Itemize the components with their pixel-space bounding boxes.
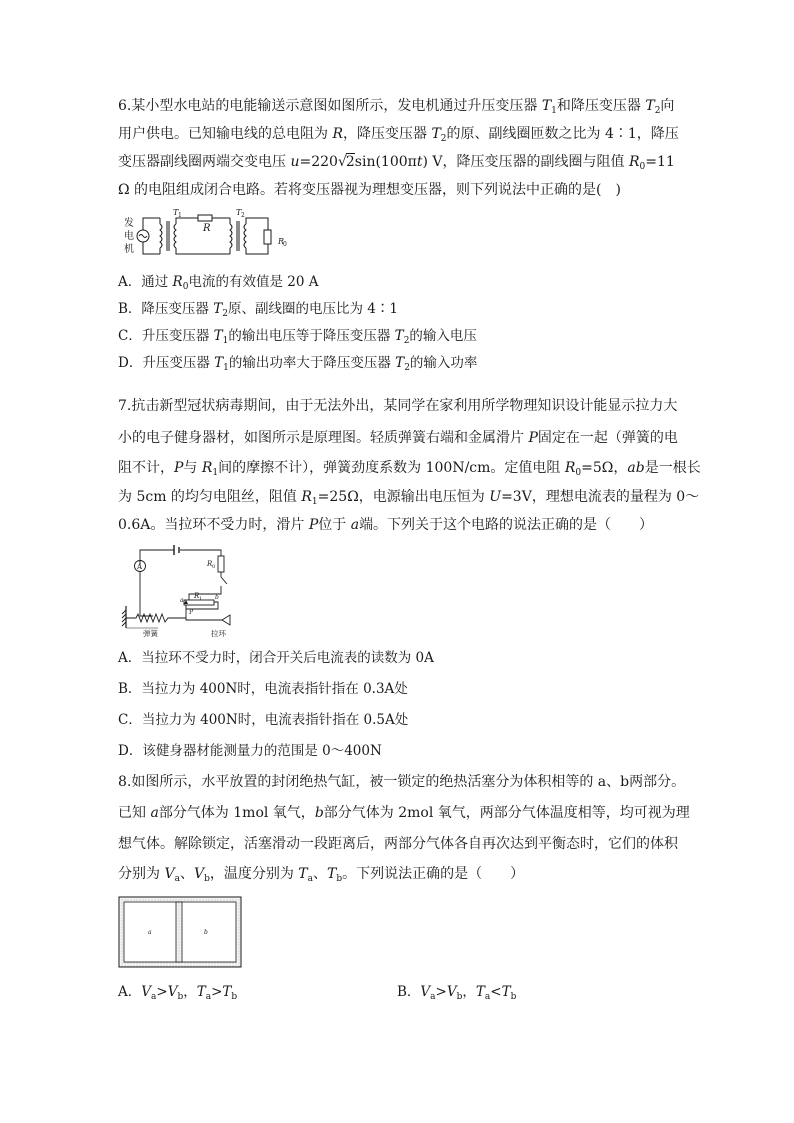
q7-line-5: 0.6A。当拉环不受力时，滑片 P位于 a端。下列关于这个电路的说法正确的是（ ） — [118, 517, 654, 533]
svg-text:b: b — [215, 594, 219, 601]
q7-option-d[interactable]: D．该健身器材能测量力的范围是 0～400N — [118, 743, 382, 759]
q6-line-resistor — [198, 215, 212, 221]
svg-text:1: 1 — [199, 596, 203, 602]
q7-option-c[interactable]: C．当拉力为 400N时，电流表指针指在 0.5A处 — [118, 712, 409, 728]
svg-text:P: P — [189, 609, 194, 616]
q6-r0-label: R — [278, 237, 285, 246]
q7-spring-label: 弹簧 — [143, 629, 158, 638]
q6-r-label: R — [203, 223, 211, 234]
q6-line-2: 用户供电。已知输电线的总电阻为 R，降压变压器 $T_2$的原、副线圈匝数之比为 4∶1，降压 — [118, 126, 679, 144]
q8-line-4: 分别为 $V_a$、$V_b$，温度分别为 $T_a$、$T_b$。下列说法正确的是（ ） — [118, 866, 525, 884]
q6-load-resistor — [264, 230, 271, 244]
q6-generator-label-2: 电 — [124, 231, 134, 242]
svg-text:2: 2 — [241, 212, 245, 219]
q6-t1-primary-coil — [160, 224, 162, 248]
svg-text:a: a — [180, 597, 184, 604]
q6-line-4: Ω 的电阻组成闭合电路。若将变压器视为理想变压器，则下列说法中正确的是( ) — [118, 182, 621, 198]
q6-option-c[interactable]: C．升压变压器 $T_1$的输出电压等于降压变压器 $T_2$的输入电压 — [118, 328, 477, 346]
q7-ammeter-label: A — [137, 563, 143, 571]
q8-line-3: 想气体。解除锁定，活塞滑动一段距离后，两部分气体各自再次达到平衡态时，它们的体积 — [118, 836, 678, 852]
q7-spring — [126, 614, 186, 622]
svg-text:0: 0 — [283, 241, 287, 248]
q6-option-a[interactable]: A．通过 $R_0$电流的有效值是 20 A — [118, 274, 319, 292]
q8-option-a[interactable]: A．$V_a>V_b$，$T_a>T_b$ — [118, 984, 238, 1002]
q7-switch — [221, 572, 227, 584]
q8-line-2: 已知 a部分气体为 1mol 氧气，b部分气体为 2mol 氧气，两部分气体温度相等，均可视为理 — [118, 805, 690, 821]
q6-t1-label: T — [173, 208, 179, 217]
svg-text:0: 0 — [212, 564, 216, 570]
q6-t2-primary-coil — [230, 224, 232, 248]
q7-line-4: 为 5cm 的均匀电阻丝，阻值 $R_1=25\Omega$，电源输出电压恒为 U=3V，理想电流表的量程为 0～ — [118, 489, 700, 507]
q6-generator-label-3: 机 — [124, 244, 134, 255]
q8-line-1: 8.如图所示，水平放置的封闭绝热气缸，被一锁定的绝热活塞分为体积相等的 a、b两部分。 — [118, 774, 686, 790]
q6-option-b[interactable]: B．降压变压器 $T_2$原、副线圈的电压比为 4∶1 — [118, 301, 398, 319]
q8-piston — [176, 902, 182, 962]
q7-option-b[interactable]: B．当拉力为 400N时，电流表指针指在 0.3A处 — [118, 681, 408, 697]
svg-text:R: R — [207, 560, 213, 568]
q7-ring-label: 拉环 — [211, 629, 226, 638]
q7-line-3: 阻不计，P与 $R_1$间的摩擦不计），弹簧劲度系数为 100N/cm。定值电阻 $R_0=5\Omega$，ab是一根长 — [118, 460, 701, 478]
q6-line-3: 变压器副线圈两端交变电压 u=220√2sin(100πt) V，降压变压器的副线圈与阻值 $R_0=11$ — [118, 154, 675, 172]
q6-generator-label-1: 发 — [124, 218, 134, 229]
svg-text:1: 1 — [178, 212, 182, 219]
q6-option-d[interactable]: D．升压变压器 $T_1$的输出功率大于降压变压器 $T_2$的输入功率 — [118, 355, 478, 373]
svg-text:R: R — [194, 592, 200, 600]
q7-line-2: 小的电子健身器材，如图所示是原理图。轻质弹簧右端和金属滑片 P固定在一起（弹簧的电 — [118, 430, 678, 446]
q7-line-1: 7.抗击新型冠状病毒期间，由于无法外出，某同学在家利用所学物理知识设计能显示拉力大 — [118, 398, 678, 414]
q6-t1-secondary-coil — [174, 224, 176, 248]
q6-t2-label: T — [236, 208, 242, 217]
q8-chamber-b-label: b — [204, 929, 208, 936]
q8-chamber-a-label: a — [148, 929, 152, 936]
q8-cylinder-diagram — [118, 896, 242, 968]
q6-t2-secondary-coil — [244, 224, 246, 248]
q7-r0-resistor — [218, 556, 224, 572]
q7-circuit-diagram — [118, 540, 243, 640]
q6-line-1: 6.某小型水电站的电能输送示意图如图所示，发电机通过升压变压器 $T_1$和降压变压器 $T_2$向 — [118, 98, 675, 116]
q8-option-b[interactable]: B．$V_a>V_b$，$T_a<T_b$ — [397, 984, 517, 1002]
q6-transmission-diagram — [118, 206, 290, 262]
q7-option-a[interactable]: A．当拉环不受力时，闭合开关后电流表的读数为 0A — [118, 650, 434, 666]
q7-pull-ring — [222, 615, 230, 625]
